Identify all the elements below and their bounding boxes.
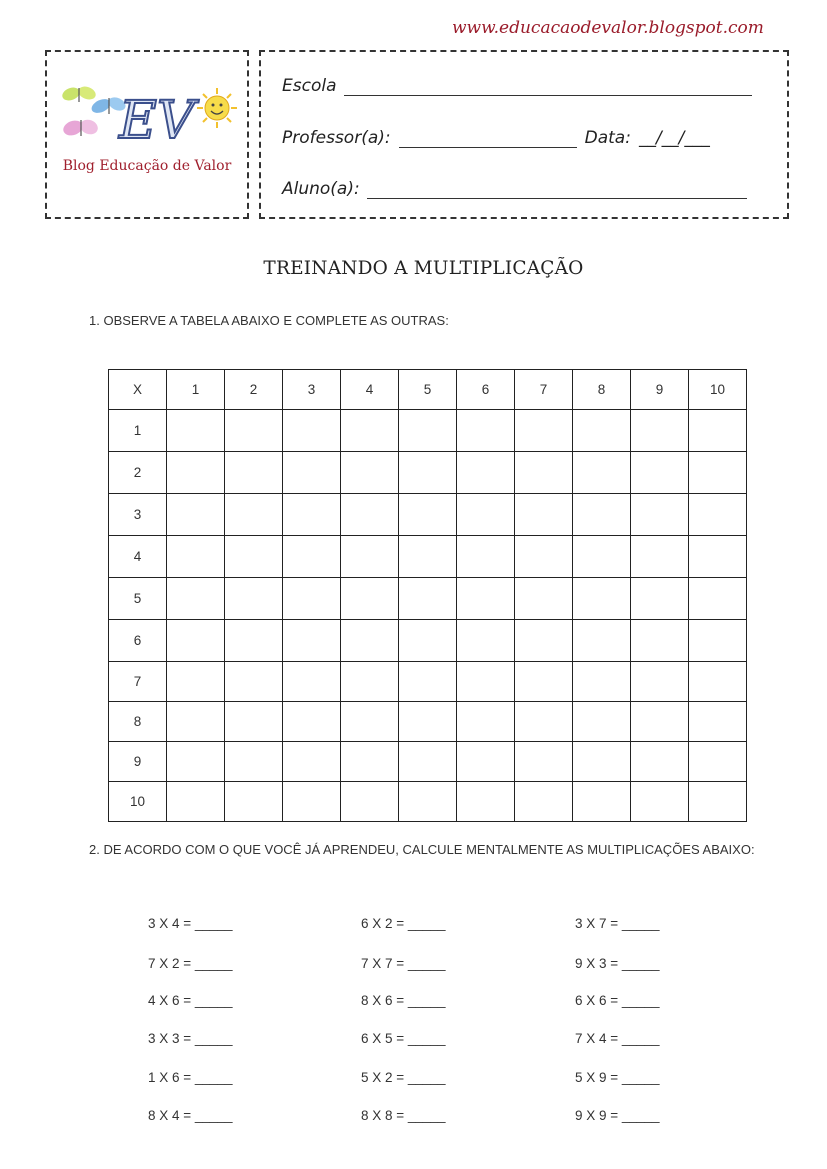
- exercise-item[interactable]: 7 X 7 = _____: [361, 956, 446, 971]
- table-row: [109, 782, 747, 822]
- answer-cell[interactable]: [167, 494, 225, 536]
- exercise-item[interactable]: 3 X 4 = _____: [148, 916, 233, 931]
- table-column-header: 4: [341, 370, 399, 410]
- answer-cell[interactable]: [283, 620, 341, 662]
- teacher-blank[interactable]: [399, 132, 577, 148]
- logo-box: [45, 50, 249, 219]
- answer-cell[interactable]: [573, 782, 631, 822]
- answer-cell[interactable]: [167, 536, 225, 578]
- answer-cell[interactable]: [515, 620, 573, 662]
- table-row-header: 5: [109, 578, 167, 620]
- table-row: [109, 742, 747, 782]
- answer-cell[interactable]: [689, 410, 747, 452]
- answer-cell[interactable]: [225, 620, 283, 662]
- answer-cell[interactable]: [689, 578, 747, 620]
- answer-cell[interactable]: [341, 782, 399, 822]
- answer-cell[interactable]: [399, 742, 457, 782]
- exercise-item[interactable]: 8 X 4 = _____: [148, 1108, 233, 1123]
- answer-cell[interactable]: [457, 620, 515, 662]
- answer-cell[interactable]: [399, 782, 457, 822]
- school-label: Escola: [282, 76, 337, 96]
- answer-cell[interactable]: [225, 578, 283, 620]
- answer-cell[interactable]: [283, 782, 341, 822]
- answer-cell[interactable]: [399, 536, 457, 578]
- answer-cell[interactable]: [515, 662, 573, 702]
- table-row-header: 6: [109, 620, 167, 662]
- table-row-header: 9: [109, 742, 167, 782]
- table-column-header: 5: [399, 370, 457, 410]
- answer-cell[interactable]: [515, 536, 573, 578]
- answer-cell[interactable]: [225, 536, 283, 578]
- student-info-box: [259, 50, 789, 219]
- answer-cell[interactable]: [225, 410, 283, 452]
- table-row-header: 4: [109, 536, 167, 578]
- answer-cell[interactable]: [457, 494, 515, 536]
- answer-cell[interactable]: [573, 578, 631, 620]
- exercise-item[interactable]: 5 X 9 = _____: [575, 1070, 660, 1085]
- answer-cell[interactable]: [573, 536, 631, 578]
- answer-cell[interactable]: [283, 494, 341, 536]
- answer-cell[interactable]: [631, 620, 689, 662]
- table-row: [109, 410, 747, 452]
- answer-cell[interactable]: [283, 452, 341, 494]
- website-url: www.educacaodevalor.blogspot.com: [452, 18, 764, 38]
- exercise-item[interactable]: 9 X 9 = _____: [575, 1108, 660, 1123]
- exercise-item[interactable]: 3 X 7 = _____: [575, 916, 660, 931]
- exercise-item[interactable]: 3 X 3 = _____: [148, 1031, 233, 1046]
- exercise-item[interactable]: 6 X 6 = _____: [575, 993, 660, 1008]
- date-blank[interactable]: __/__/___: [638, 128, 710, 148]
- answer-cell[interactable]: [689, 782, 747, 822]
- table-column-header: 7: [515, 370, 573, 410]
- answer-cell[interactable]: [399, 702, 457, 742]
- table-column-header: 10: [689, 370, 747, 410]
- logo-graphic: [61, 80, 237, 152]
- multiplication-table: [108, 369, 747, 822]
- table-row-header: 10: [109, 782, 167, 822]
- answer-cell[interactable]: [689, 620, 747, 662]
- answer-cell[interactable]: [341, 702, 399, 742]
- answer-cell[interactable]: [399, 620, 457, 662]
- answer-cell[interactable]: [631, 578, 689, 620]
- answer-cell[interactable]: [631, 742, 689, 782]
- answer-cell[interactable]: [283, 578, 341, 620]
- answer-cell[interactable]: [689, 452, 747, 494]
- answer-cell[interactable]: [225, 662, 283, 702]
- answer-cell[interactable]: [631, 536, 689, 578]
- table-row-header: 3: [109, 494, 167, 536]
- table-row: [109, 494, 747, 536]
- table-row: [109, 452, 747, 494]
- school-blank[interactable]: [344, 80, 752, 96]
- answer-cell[interactable]: [167, 620, 225, 662]
- question-2: 2. DE ACORDO COM O QUE VOCÊ JÁ APRENDEU, CALCULE MENTALMENTE AS MULTIPLICAÇÕES ABAIXO:: [89, 842, 755, 857]
- exercise-item[interactable]: 1 X 6 = _____: [148, 1070, 233, 1085]
- student-blank[interactable]: [367, 183, 747, 199]
- answer-cell[interactable]: [341, 494, 399, 536]
- answer-cell[interactable]: [515, 494, 573, 536]
- student-field[interactable]: [282, 179, 747, 199]
- answer-cell[interactable]: [631, 662, 689, 702]
- answer-cell[interactable]: [689, 494, 747, 536]
- table-row-header: 2: [109, 452, 167, 494]
- butterfly-yellow-icon: [61, 84, 98, 102]
- answer-cell[interactable]: [341, 620, 399, 662]
- answer-cell[interactable]: [341, 536, 399, 578]
- answer-cell[interactable]: [225, 702, 283, 742]
- answer-cell[interactable]: [457, 662, 515, 702]
- answer-cell[interactable]: [399, 578, 457, 620]
- answer-cell[interactable]: [573, 452, 631, 494]
- answer-cell[interactable]: [631, 702, 689, 742]
- table-header-row: [109, 370, 747, 410]
- answer-cell[interactable]: [573, 702, 631, 742]
- exercise-item[interactable]: 7 X 4 = _____: [575, 1031, 660, 1046]
- answer-cell[interactable]: [225, 742, 283, 782]
- answer-cell[interactable]: [457, 742, 515, 782]
- exercise-item[interactable]: 6 X 5 = _____: [361, 1031, 446, 1046]
- answer-cell[interactable]: [689, 742, 747, 782]
- butterfly-pink-icon: [61, 117, 100, 138]
- answer-cell[interactable]: [631, 494, 689, 536]
- table-row: [109, 536, 747, 578]
- answer-cell[interactable]: [457, 702, 515, 742]
- answer-cell[interactable]: [399, 662, 457, 702]
- answer-cell[interactable]: [399, 410, 457, 452]
- table-row-header: 1: [109, 410, 167, 452]
- answer-cell[interactable]: [631, 452, 689, 494]
- table-row-header: 7: [109, 662, 167, 702]
- logo-letters: EV: [119, 91, 195, 151]
- table-corner-cell: X: [109, 370, 167, 410]
- answer-cell[interactable]: [631, 782, 689, 822]
- answer-cell[interactable]: [283, 536, 341, 578]
- teacher-label: Professor(a):: [282, 128, 391, 148]
- answer-cell[interactable]: [167, 578, 225, 620]
- table-row: [109, 662, 747, 702]
- answer-cell[interactable]: [573, 620, 631, 662]
- sun-icon: [197, 88, 237, 128]
- answer-cell[interactable]: [341, 578, 399, 620]
- answer-cell[interactable]: [689, 662, 747, 702]
- answer-cell[interactable]: [167, 702, 225, 742]
- exercise-item[interactable]: 5 X 2 = _____: [361, 1070, 446, 1085]
- answer-cell[interactable]: [573, 494, 631, 536]
- exercise-item[interactable]: 6 X 2 = _____: [361, 916, 446, 931]
- answer-cell[interactable]: [225, 452, 283, 494]
- answer-cell[interactable]: [167, 742, 225, 782]
- answer-cell[interactable]: [515, 452, 573, 494]
- exercise-item[interactable]: 4 X 6 = _____: [148, 993, 233, 1008]
- answer-cell[interactable]: [689, 536, 747, 578]
- table-row: [109, 578, 747, 620]
- answer-cell[interactable]: [283, 662, 341, 702]
- answer-cell[interactable]: [457, 782, 515, 822]
- answer-cell[interactable]: [167, 782, 225, 822]
- exercise-item[interactable]: 7 X 2 = _____: [148, 956, 233, 971]
- answer-cell[interactable]: [283, 410, 341, 452]
- table-row-header: 8: [109, 702, 167, 742]
- answer-cell[interactable]: [515, 742, 573, 782]
- table-column-header: 9: [631, 370, 689, 410]
- exercise-item[interactable]: 9 X 3 = _____: [575, 956, 660, 971]
- answer-cell[interactable]: [167, 662, 225, 702]
- table-column-header: 3: [283, 370, 341, 410]
- answer-cell[interactable]: [167, 452, 225, 494]
- answer-cell[interactable]: [167, 410, 225, 452]
- answer-cell[interactable]: [689, 702, 747, 742]
- answer-cell[interactable]: [283, 742, 341, 782]
- answer-cell[interactable]: [399, 494, 457, 536]
- table-column-header: 1: [167, 370, 225, 410]
- table-column-header: 2: [225, 370, 283, 410]
- answer-cell[interactable]: [341, 662, 399, 702]
- answer-cell[interactable]: [283, 702, 341, 742]
- answer-cell[interactable]: [573, 742, 631, 782]
- answer-cell[interactable]: [457, 578, 515, 620]
- answer-cell[interactable]: [515, 782, 573, 822]
- answer-cell[interactable]: [225, 494, 283, 536]
- table-row: [109, 702, 747, 742]
- answer-cell[interactable]: [225, 782, 283, 822]
- answer-cell[interactable]: [399, 452, 457, 494]
- answer-cell[interactable]: [341, 742, 399, 782]
- answer-cell[interactable]: [515, 410, 573, 452]
- question-1: 1. OBSERVE A TABELA ABAIXO E COMPLETE AS OUTRAS:: [89, 313, 449, 328]
- answer-cell[interactable]: [457, 410, 515, 452]
- table-column-header: 8: [573, 370, 631, 410]
- answer-cell[interactable]: [457, 452, 515, 494]
- student-label: Aluno(a):: [282, 179, 360, 199]
- exercise-item[interactable]: 8 X 6 = _____: [361, 993, 446, 1008]
- table-row: [109, 620, 747, 662]
- table-column-header: 6: [457, 370, 515, 410]
- date-label: Data:: [584, 128, 631, 148]
- answer-cell[interactable]: [573, 662, 631, 702]
- answer-cell[interactable]: [631, 410, 689, 452]
- page-title: TREINANDO A MULTIPLICAÇÃO: [263, 258, 584, 279]
- answer-cell[interactable]: [515, 702, 573, 742]
- answer-cell[interactable]: [515, 578, 573, 620]
- answer-cell[interactable]: [341, 452, 399, 494]
- logo-caption: Blog Educação de Valor: [62, 158, 232, 174]
- answer-cell[interactable]: [573, 410, 631, 452]
- school-field[interactable]: [282, 76, 752, 96]
- exercise-item[interactable]: 8 X 8 = _____: [361, 1108, 446, 1123]
- answer-cell[interactable]: [457, 536, 515, 578]
- teacher-date-field[interactable]: [282, 128, 710, 148]
- answer-cell[interactable]: [341, 410, 399, 452]
